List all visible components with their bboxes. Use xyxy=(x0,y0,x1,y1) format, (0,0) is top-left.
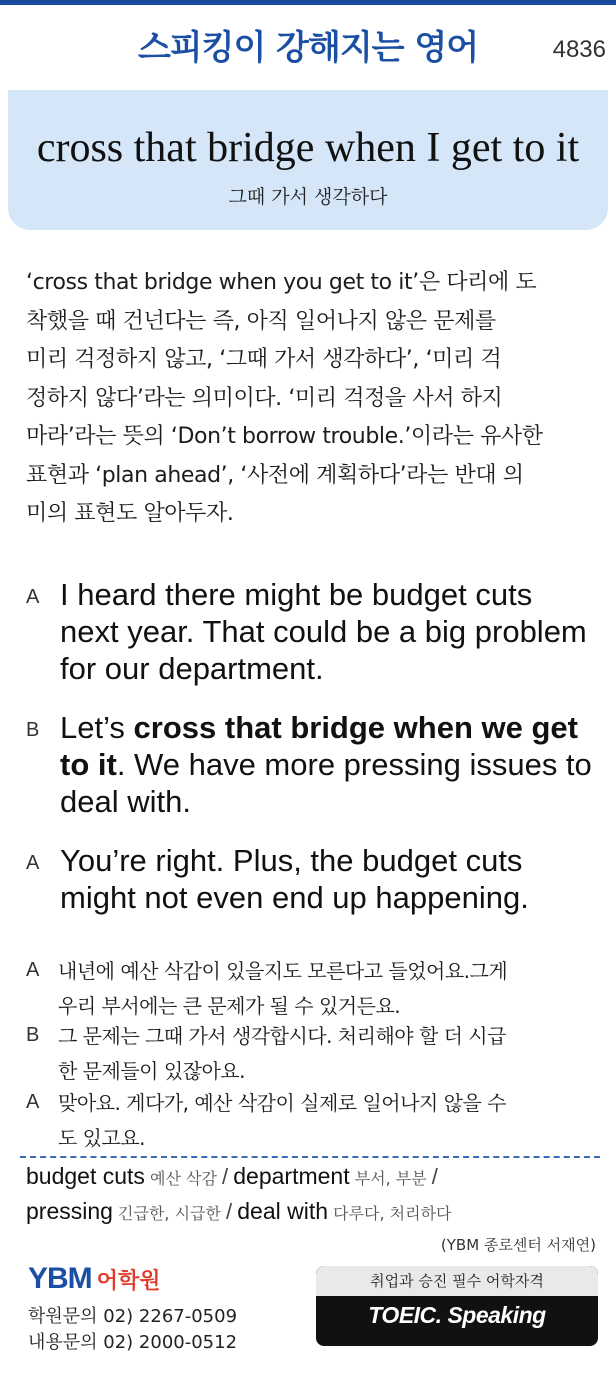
dialogue-line: I heard there might be budget cuts xyxy=(60,577,533,612)
speaker-label: A xyxy=(26,959,40,981)
dialogue-lines xyxy=(60,709,616,820)
dialogue-line: You’re right. Plus, the budget cuts xyxy=(60,843,523,878)
vocab-separator: / xyxy=(431,1164,438,1189)
dialogue-lines xyxy=(60,576,616,687)
vocab-meaning: 긴급한, 시급한 xyxy=(118,1204,221,1223)
explanation-line: 미리 걱정하지 않고, ‘그때 가서 생각하다’, ‘미리 걱 xyxy=(26,347,502,372)
dialogue-line xyxy=(60,746,616,783)
dialogue-lines xyxy=(58,1086,616,1156)
vocab-separator: / xyxy=(226,1199,233,1224)
idiom-english: cross that bridge when I get to it xyxy=(36,125,580,171)
explanation xyxy=(26,264,606,534)
author-credit: (YBM 종로센터 서재연) xyxy=(440,1236,596,1254)
top-rule xyxy=(0,0,616,5)
ybm-logo xyxy=(28,1262,161,1296)
contact-admission: 학원문의 02) 2267-0509 xyxy=(28,1306,238,1327)
contact-content: 내용문의 02) 2000-0512 xyxy=(28,1332,238,1353)
vocabulary-row xyxy=(26,1195,606,1230)
promo-tagline: 취업과 승진 필수 어학자격 xyxy=(316,1266,598,1296)
vocab-meaning: 다루다, 처리하다 xyxy=(333,1204,452,1223)
idiom-highlight: cross that bridge when we get xyxy=(133,710,578,745)
speaker-label: A xyxy=(26,1091,40,1113)
vocabulary-row xyxy=(26,1160,606,1195)
explanation-line: 표현과 ‘plan ahead’, ‘사전에 계획하다’라는 반대 의 xyxy=(26,462,524,488)
speaker-label: A xyxy=(26,586,40,608)
logo-ybm: YBM xyxy=(28,1262,92,1295)
dialogue-line: 도 있고요. xyxy=(58,1126,145,1150)
dialogue-line: 맞아요. 게다가, 예산 삭감이 실제로 일어나지 않을 수 xyxy=(58,1091,506,1115)
promo-product: TOEIC. Speaking xyxy=(368,1302,546,1328)
vocab-term: deal with xyxy=(237,1198,329,1224)
dialogue-line: deal with. xyxy=(60,784,191,819)
speaker-label: B xyxy=(26,1024,40,1046)
explanation-line: 미의 표현도 알아두자. xyxy=(26,501,234,526)
vocab-separator: / xyxy=(222,1164,229,1189)
dialogue-text: . We have more pressing issues to xyxy=(116,747,592,782)
dialogue-lines xyxy=(60,842,616,916)
toeic-speaking-banner[interactable] xyxy=(316,1266,598,1346)
dialogue-line: 내년에 예산 삭감이 있을지도 모른다고 들었어요.그게 xyxy=(58,959,508,983)
series-title: 스피킹이 강해지는 영어 xyxy=(137,28,479,68)
idiom-highlight: to it xyxy=(60,747,117,782)
dialogue-line xyxy=(60,709,616,746)
dialogue-line: for our department. xyxy=(60,651,324,686)
dialogue-line: next year. That could be a big problem xyxy=(60,614,587,649)
logo-academy: 어학원 xyxy=(96,1269,161,1294)
dialogue-line: might not even end up happening. xyxy=(60,880,529,915)
dialogue-line: 한 문제들이 있잖아요. xyxy=(58,1059,245,1083)
idiom-korean: 그때 가서 생각하다 xyxy=(228,186,388,208)
idiom-box xyxy=(8,90,608,230)
vocab-meaning: 부서, 부분 xyxy=(354,1169,427,1188)
vocab-term: budget cuts xyxy=(26,1163,145,1189)
dialogue-lines xyxy=(58,954,616,1024)
vocab-term: department xyxy=(233,1163,350,1189)
speaker-label: B xyxy=(26,719,40,741)
vocab-term: pressing xyxy=(26,1198,113,1224)
explanation-line: 착했을 때 건넌다는 즉, 아직 일어나지 않은 문제를 xyxy=(26,308,496,334)
explanation-line: 마라’라는 뜻의 ‘Don’t borrow trouble.’이라는 유사한 xyxy=(26,424,543,449)
explanation-line: ‘cross that bridge when you get to it’은 다리에 도 xyxy=(26,270,537,295)
dialogue-text: Let’s xyxy=(60,710,134,745)
dialogue-lines xyxy=(58,1019,616,1089)
dialogue-line: 그 문제는 그때 가서 생각합시다. 처리해야 할 더 시급 xyxy=(58,1024,506,1048)
dialogue-line: 우리 부서에는 큰 문제가 될 수 있거든요. xyxy=(58,994,401,1018)
vocabulary xyxy=(26,1160,606,1230)
dashed-divider xyxy=(20,1156,600,1158)
vocab-meaning: 예산 삭감 xyxy=(150,1169,217,1188)
explanation-line: 정하지 않다’라는 의미이다. ‘미리 걱정을 사서 하지 xyxy=(26,385,503,411)
issue-number: 4836 xyxy=(552,36,606,63)
speaker-label: A xyxy=(26,852,40,874)
